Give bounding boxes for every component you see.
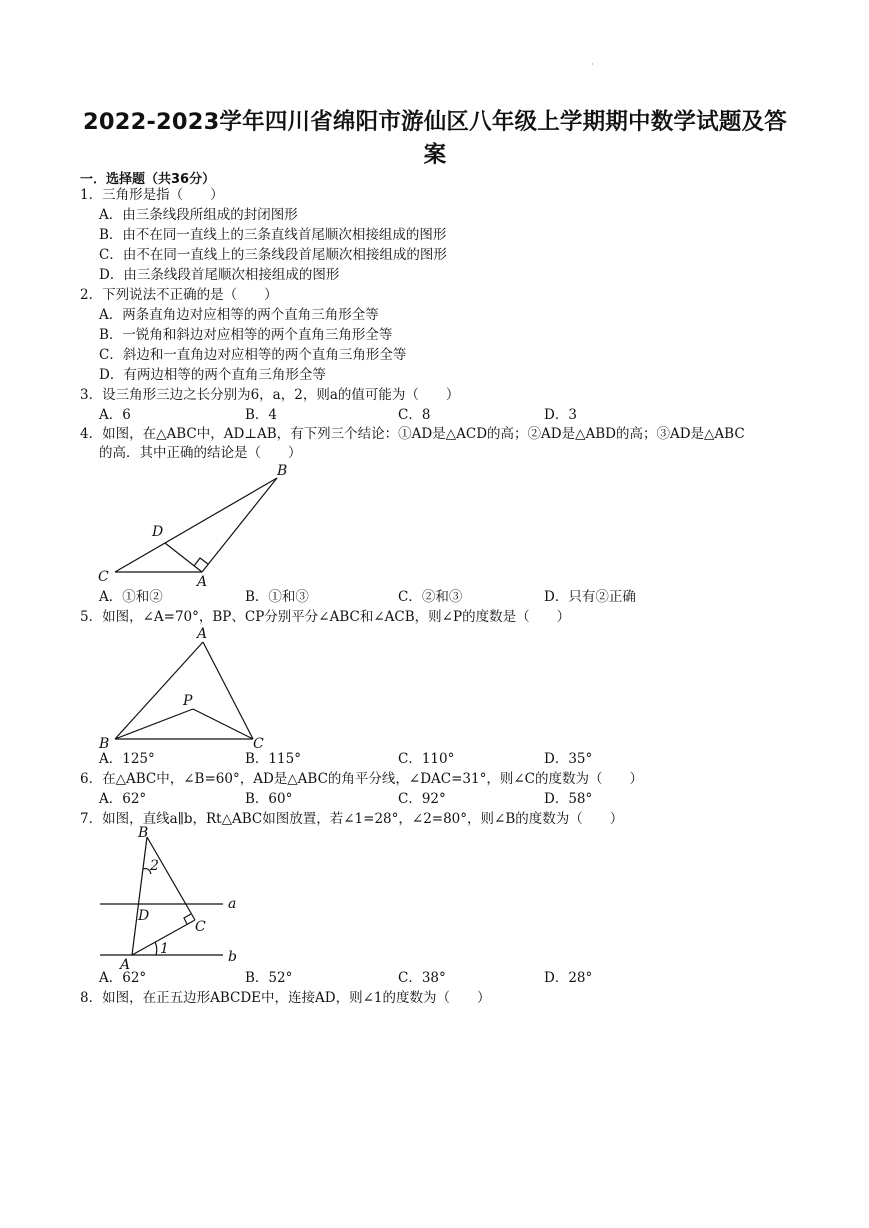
q5-label-a: A (197, 626, 208, 642)
q6-option-b: B．60° (245, 791, 293, 807)
q7-label-b-vertex: B (138, 825, 149, 841)
q3-stem: 3．设三角形三边之长分别为6，a，2，则a的值可能为（ ） (80, 387, 460, 403)
q5-segment-ba (115, 642, 203, 739)
q4-option-c: C．②和③ (398, 589, 463, 605)
q5-option-b: B．115° (245, 751, 301, 767)
q6-option-a: A．62° (99, 791, 147, 807)
q5-option-c: C．110° (398, 751, 455, 767)
q5-figure (95, 622, 275, 752)
q7-option-c: C．38° (398, 970, 446, 986)
q4-option-a: A．①和② (99, 589, 163, 605)
q5-option-a: A．125° (99, 751, 155, 767)
q7-label-a-vertex: A (120, 957, 131, 973)
q7-option-b: B．52° (245, 970, 293, 986)
q6-stem: 6．在△ABC中，∠B=60°，AD是△ABC的角平分线，∠DAC=31°，则∠C的度数为（ ） (80, 771, 643, 787)
q7-option-a: A．62° (99, 970, 147, 986)
q3-option-a: A．6 (99, 407, 131, 423)
q7-label-line-b: b (228, 949, 237, 965)
q4-stem-line-1: 4．如图，在△ABC中，AD⊥AB，有下列三个结论：①AD是△ACD的高；②AD是△ABD的高；③AD是△ABC (80, 426, 745, 442)
q7-angle-1-arc (155, 942, 157, 955)
q4-option-d: D．只有②正确 (544, 589, 636, 605)
q4-segment-cb (115, 478, 277, 572)
q6-option-c: C．92° (398, 791, 446, 807)
q2-option-a: A．两条直角边对应相等的两个直角三角形全等 (99, 307, 379, 323)
q4-option-b: B．①和③ (245, 589, 309, 605)
q1-stem: 1．三角形是指（ ） (80, 187, 224, 203)
q2-option-c: C．斜边和一直角边对应相等的两个直角三角形全等 (99, 347, 407, 363)
q7-segment-ab (132, 837, 150, 955)
q3-option-b: B．4 (245, 407, 278, 423)
q4-label-d: D (152, 524, 164, 540)
q4-label-c: C (98, 569, 109, 585)
q3-option-d: D．3 (544, 407, 577, 423)
q2-stem: 2．下列说法不正确的是（ ） (80, 287, 278, 303)
q5-segment-pc (193, 709, 253, 739)
q7-label-line-a: a (228, 896, 237, 912)
q5-label-p: P (183, 693, 193, 709)
q5-stem: 5．如图，∠A=70°，BP、CP分别平分∠ABC和∠ACB，则∠P的度数是（ ） (80, 609, 571, 625)
q7-option-d: D．28° (544, 970, 593, 986)
q1-option-c: C．由不在同一直线上的三条线段首尾顺次相接组成的图形 (99, 247, 447, 263)
q7-label-c: C (195, 919, 206, 935)
q5-label-c: C (253, 736, 264, 752)
q3-option-c: C．8 (398, 407, 431, 423)
title-line-1: 2022-2023学年四川省绵阳市游仙区八年级上学期期中数学试题及答 (83, 109, 787, 135)
q4-right-angle-mark (194, 558, 208, 566)
q6-option-d: D．58° (544, 791, 593, 807)
q2-option-b: B．一锐角和斜边对应相等的两个直角三角形全等 (99, 327, 393, 343)
page-title (70, 106, 800, 172)
q7-label-1: 1 (160, 941, 169, 957)
section-heading: 一．选择题（共36分） (80, 172, 216, 187)
title-line-2: 案 (423, 142, 447, 168)
page-dot: · (591, 60, 594, 69)
q4-segment-ad (165, 543, 202, 572)
q8-stem: 8．如图，在正五边形ABCDE中，连接AD，则∠1的度数为（ ） (80, 990, 491, 1006)
q4-label-a: A (197, 574, 208, 590)
q5-segment-ac (203, 642, 253, 739)
q7-segment-bc (147, 837, 195, 920)
q2-option-d: D．有两边相等的两个直角三角形全等 (99, 367, 326, 383)
q4-label-b: B (277, 463, 288, 479)
q5-option-d: D．35° (544, 751, 593, 767)
q1-option-b: B．由不在同一直线上的三条直线首尾顺次相接组成的图形 (99, 227, 447, 243)
q7-label-2: 2 (150, 858, 159, 874)
q5-label-b: B (99, 736, 110, 752)
q4-figure (90, 460, 310, 590)
q7-stem: 7．如图，直线a∥b，Rt△ABC如图放置，若∠1=28°，∠2=80°，则∠B的度数为（ ） (80, 811, 624, 827)
q1-option-a: A．由三条线段所组成的封闭图形 (99, 207, 298, 223)
q4-stem-line-2: 的高．其中正确的结论是（ ） (99, 445, 302, 461)
q1-option-d: D．由三条线段首尾顺次相接组成的图形 (99, 267, 340, 283)
q7-label-d: D (138, 908, 150, 924)
q7-figure (95, 825, 255, 973)
q4-segment-ab (202, 478, 277, 572)
q5-segment-bp (115, 709, 193, 739)
